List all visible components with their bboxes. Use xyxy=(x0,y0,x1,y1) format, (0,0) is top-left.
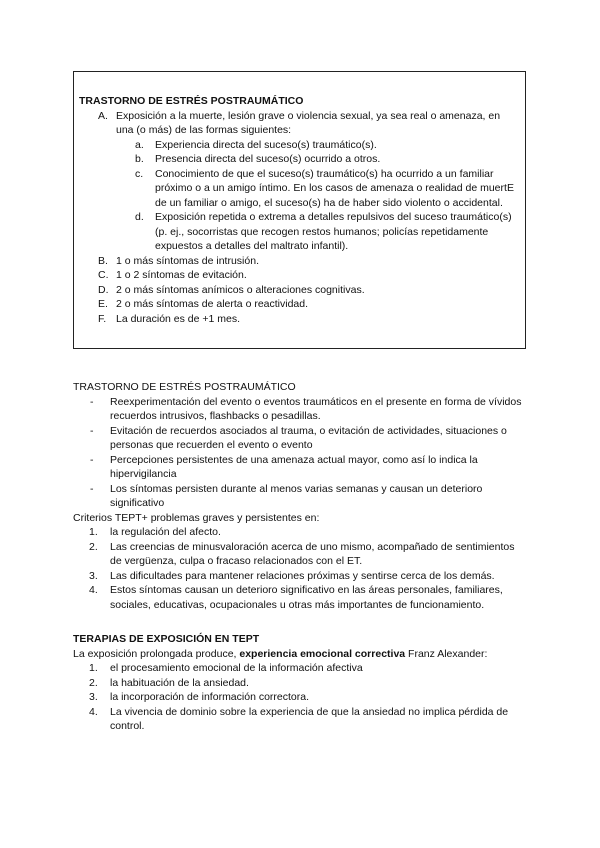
list-number: 1. xyxy=(89,662,98,674)
criteria-text: Estos síntomas causan un deterioro significativo en las áreas personales, familiares, sociales, educativas, ocupacionales u otras más importantes de funcionamiento. xyxy=(110,584,503,611)
item-f-text: La duración es de +1 mes. xyxy=(116,312,241,325)
list-number: 2. xyxy=(89,676,98,689)
bullet-text: Los síntomas persisten durante al menos varias semanas y causan un deterioro significativo xyxy=(110,482,483,509)
therapy-text: la habituación de la ansiedad. xyxy=(110,676,249,689)
item-a-text: Exposición a la muerte, lesión grave o violencia sexual, ya sea real o amenaza, en una (o más) de las formas siguientes: xyxy=(116,109,501,136)
dash-bullet: - xyxy=(90,424,94,437)
item-e-text: 2 o más síntomas de alerta o reactividad. xyxy=(116,298,309,310)
bullet-text: Percepciones persistentes de una amenaza actual mayor, como así lo indica la hipervigilancia xyxy=(110,453,478,480)
therapy-item xyxy=(73,661,528,676)
intro-text: La exposición prolongada produce, xyxy=(73,647,240,660)
intro-bold-text: experiencia emocional correctiva xyxy=(239,647,406,660)
therapy-text: La vivencia de dominio sobre la experiencia de que la ansiedad no implica pérdida de control. xyxy=(110,705,509,732)
item-b-marker: B. xyxy=(98,254,108,267)
subitem-b xyxy=(79,152,517,167)
list-number: 4. xyxy=(89,584,98,596)
item-d-marker: D. xyxy=(98,283,109,296)
bullet-item xyxy=(73,424,528,453)
item-a xyxy=(79,109,517,138)
subitem-b-text: Presencia directa del suceso(s) ocurrido a otros. xyxy=(155,153,381,165)
therapy-item xyxy=(73,690,528,705)
subitem-c-marker: c. xyxy=(135,167,144,180)
item-d-text: 2 o más síntomas anímicos o alteraciones cognitivas. xyxy=(116,283,365,296)
bullet-item xyxy=(73,482,528,511)
criteria-text: Las creencias de minusvaloración acerca de uno mismo, acompañado de sentimientos de vergüenza, culpa o fracaso relacionados con el ET. xyxy=(110,540,515,567)
subitem-d-text: Exposición repetida o extrema a detalles repulsivos del suceso traumático(s) (p. ej., socorristas que recogen restos humanos; policías repetidamente expuestos a detalles del maltrato infantil). xyxy=(155,211,512,252)
criteria-text: la regulación del afecto. xyxy=(110,526,221,538)
item-e xyxy=(79,297,517,312)
dash-bullet: - xyxy=(90,395,94,408)
item-c-text: 1 o 2 síntomas de evitación. xyxy=(116,269,247,281)
tept-section xyxy=(73,380,528,612)
list-number: 3. xyxy=(89,691,98,703)
subitem-a xyxy=(79,138,517,153)
list-number: 3. xyxy=(89,569,98,582)
criteria-intro: Criterios TEPT+ problemas graves y persistentes en: xyxy=(73,511,320,524)
criteria-item xyxy=(73,569,528,584)
subitem-b-marker: b. xyxy=(135,153,144,165)
list-number: 2. xyxy=(89,540,98,553)
section3-intro xyxy=(73,647,528,662)
item-b-text: 1 o más síntomas de intrusión. xyxy=(116,254,259,267)
subitem-d xyxy=(79,210,517,254)
therapy-text: la incorporación de información correctora. xyxy=(110,691,310,703)
dash-bullet: - xyxy=(90,453,94,466)
subitem-c-text: Conocimiento de que el suceso(s) traumático(s) ha ocurrido a un familiar próximo o a un amigo íntimo. En los casos de amenaza o realidad de muertE de un familiar o amigo, el suceso(s) ha de haber sido violento o accidental. xyxy=(155,167,514,209)
therapy-section xyxy=(73,632,528,734)
dash-bullet: - xyxy=(90,482,94,495)
box-title: TRASTORNO DE ESTRÉS POSTRAUMÁTICO xyxy=(79,95,304,107)
criteria-box xyxy=(73,71,526,349)
subitem-a-marker: a. xyxy=(135,138,144,151)
bullet-item xyxy=(73,395,528,424)
subitem-c xyxy=(79,167,517,211)
item-f xyxy=(79,312,517,327)
therapy-text: el procesamiento emocional de la información afectiva xyxy=(110,662,363,674)
bullet-item xyxy=(73,453,528,482)
therapy-item xyxy=(73,705,528,734)
criteria-item xyxy=(73,525,528,540)
subitem-d-marker: d. xyxy=(135,211,144,223)
bullet-text: Reexperimentación del evento o eventos traumáticos en el presente en forma de vívidos recuerdos intrusivos, flashbacks o pesadillas. xyxy=(110,395,522,422)
subitem-a-text: Experiencia directa del suceso(s) traumático(s). xyxy=(155,138,377,151)
criteria-text: Las dificultades para mantener relaciones próximas y sentirse cerca de los demás. xyxy=(110,569,495,582)
item-c xyxy=(79,268,517,283)
item-b xyxy=(79,254,517,269)
section2-title: TRASTORNO DE ESTRÉS POSTRAUMÁTICO xyxy=(73,381,296,393)
criteria-item xyxy=(73,540,528,569)
section3-title: TERAPIAS DE EXPOSICIÓN EN TEPT xyxy=(73,633,260,645)
criteria-item xyxy=(73,583,528,612)
item-a-marker: A. xyxy=(98,109,108,122)
item-c-marker: C. xyxy=(98,269,109,281)
intro-author: Franz Alexander: xyxy=(405,647,488,660)
therapy-item xyxy=(73,676,528,691)
list-number: 4. xyxy=(89,705,98,718)
item-e-marker: E. xyxy=(98,298,108,310)
item-f-marker: F. xyxy=(98,312,107,325)
item-d xyxy=(79,283,517,298)
bullet-text: Evitación de recuerdos asociados al trauma, o evitación de actividades, situaciones o personas que recuerden el evento o evento xyxy=(110,424,507,451)
list-number: 1. xyxy=(89,526,98,538)
